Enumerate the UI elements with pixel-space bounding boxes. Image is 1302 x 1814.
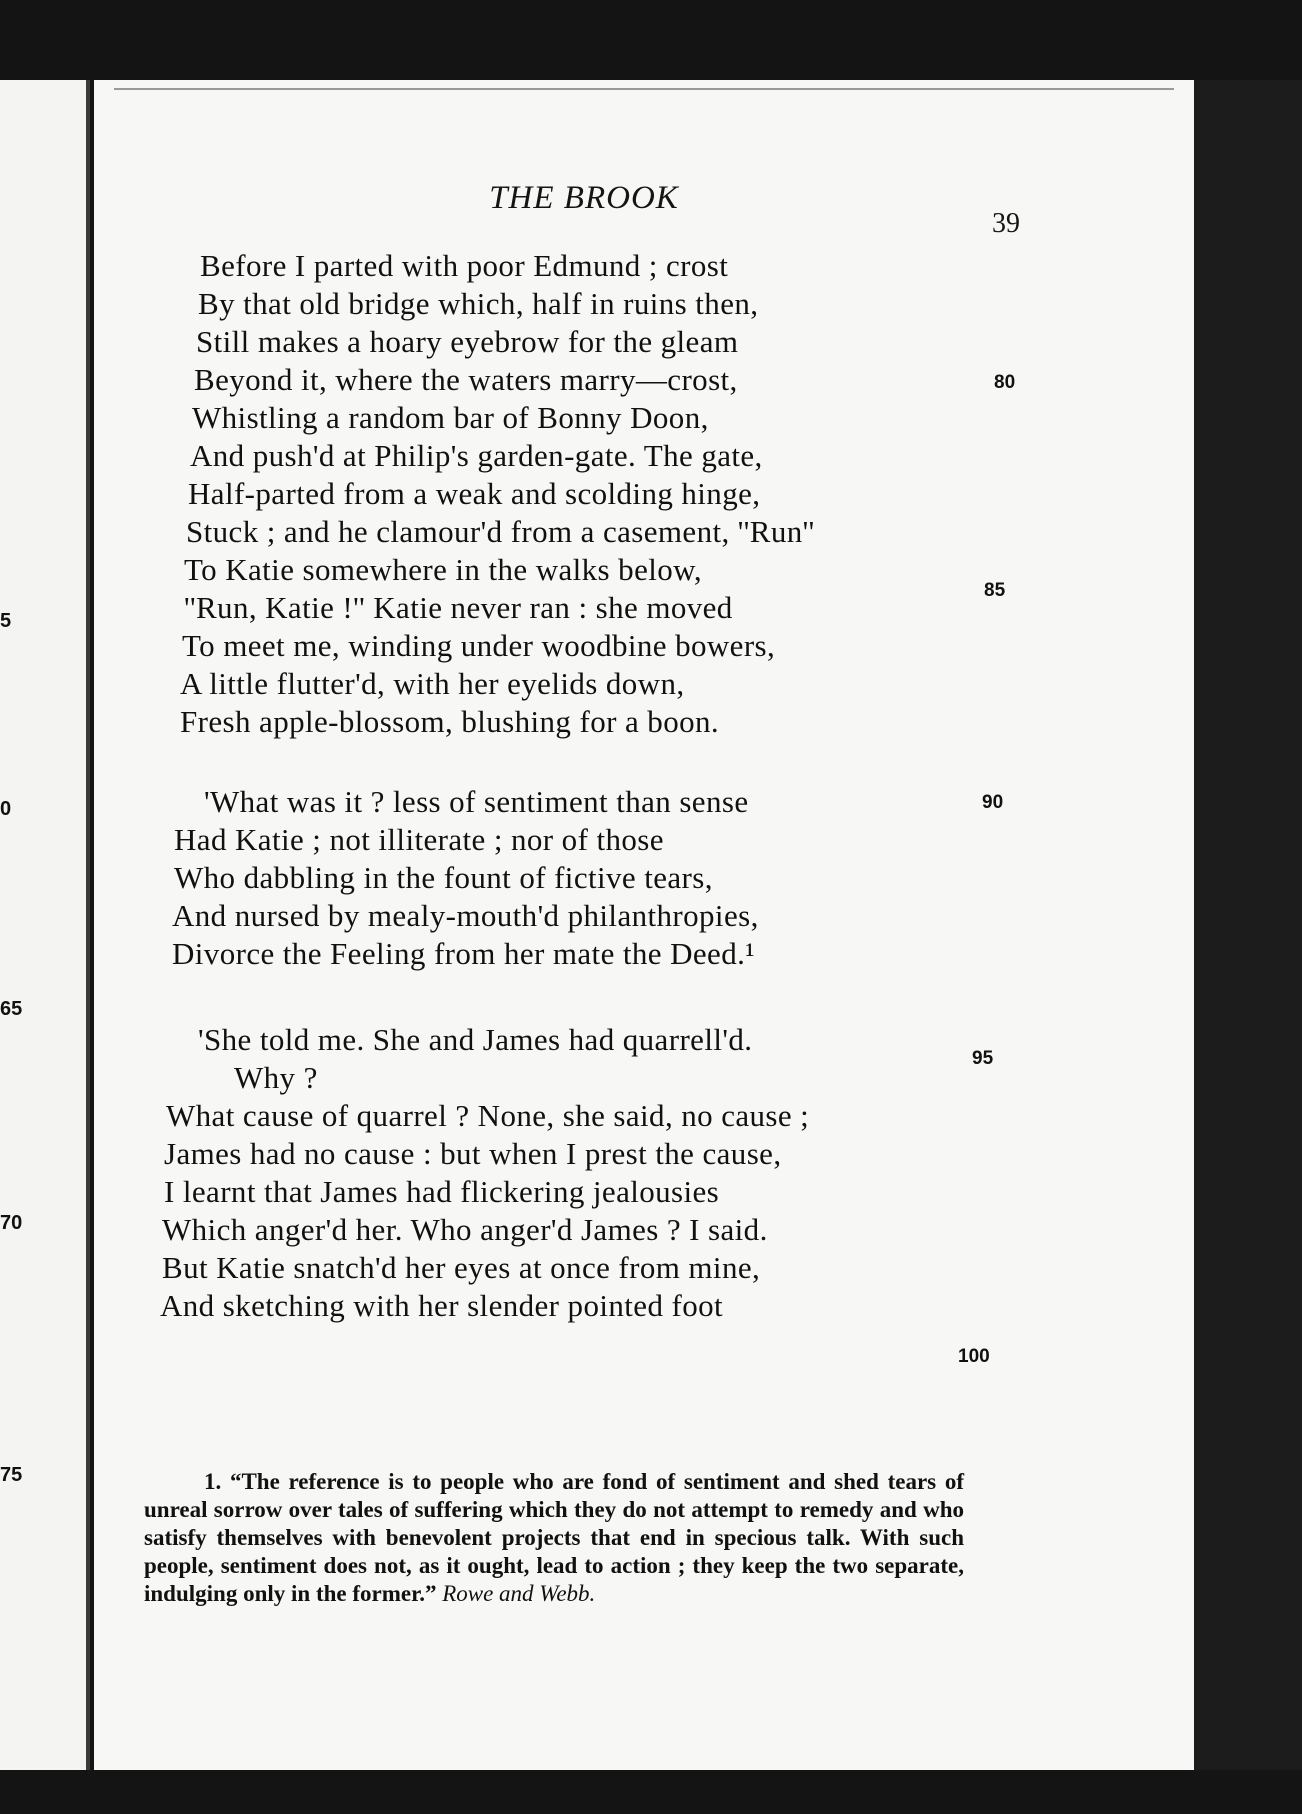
verse-line: To meet me, winding under woodbine bowers, [182, 628, 776, 663]
left-page-line-number: 5 [0, 610, 12, 632]
verse-line: 'What was it ? less of sentiment than sense [204, 784, 749, 819]
verse-line: And push'd at Philip's garden-gate. The gate, [190, 438, 763, 473]
verse-line: Fresh apple-blossom, blushing for a boon. [180, 704, 720, 739]
verse-line: And sketching with her slender pointed foot [160, 1288, 724, 1323]
verse-line: Half-parted from a weak and scolding hinge, [188, 476, 761, 511]
verse-line: 'She told me. She and James had quarrell'd. [198, 1022, 753, 1057]
scan-background [1194, 80, 1302, 1770]
verse-line: ''Run, Katie !'' Katie never ran : she moved [184, 590, 733, 625]
verse-line: Beyond it, where the waters marry—crost, [194, 362, 738, 397]
verse-line: But Katie snatch'd her eyes at once from mine, [162, 1250, 761, 1285]
line-number: 95 [972, 1048, 994, 1069]
line-number: 80 [994, 372, 1016, 393]
left-page-line-number: 70 [0, 1212, 23, 1234]
running-title: THE BROOK [489, 180, 679, 216]
verse-line: And nursed by mealy-mouth'd philanthropies, [172, 898, 759, 933]
verse-line: Had Katie ; not illiterate ; nor of those [174, 822, 664, 857]
page-top-rule [114, 88, 1174, 90]
verse-line: Still makes a hoary eyebrow for the gleam [196, 324, 739, 359]
verse-line: To Katie somewhere in the walks below, [184, 552, 703, 587]
left-page-edge [0, 80, 90, 1770]
page-number: 39 [992, 208, 1020, 239]
left-page-line-number: 65 [0, 998, 23, 1020]
line-number: 90 [982, 792, 1004, 813]
verse-line: Whistling a random bar of Bonny Doon, [192, 400, 709, 435]
page-gutter [86, 80, 90, 1770]
verse-line: Before I parted with poor Edmund ; crost [200, 248, 729, 283]
verse-line: Stuck ; and he clamour'd from a casement, ''Run'' [186, 514, 815, 549]
line-number: 100 [958, 1346, 990, 1367]
verse-line: What cause of quarrel ? None, she said, no cause ; [166, 1098, 810, 1133]
left-page-line-number: 0 [0, 798, 12, 820]
verse-line: By that old bridge which, half in ruins then, [198, 286, 759, 321]
verse-line: Who dabbling in the fount of fictive tears, [174, 860, 713, 895]
verse-line: Divorce the Feeling from her mate the Deed.¹ [172, 936, 755, 971]
footnote-citation: Rowe and Webb. [442, 1581, 596, 1606]
line-number: 85 [984, 580, 1006, 601]
verse-line: A little flutter'd, with her eyelids down, [180, 666, 685, 701]
book-page [94, 80, 1194, 1770]
left-page-line-number: 75 [0, 1464, 23, 1486]
verse-line: I learnt that James had flickering jealousies [164, 1174, 720, 1209]
footnote-number: 1. [204, 1469, 222, 1494]
verse-line: James had no cause : but when I prest the cause, [164, 1136, 782, 1171]
verse-line: Why ? [234, 1060, 318, 1095]
footnote [144, 1468, 964, 1608]
footnote-text: “The reference is to people who are fond of sentiment and shed tears of unreal sorrow over tales of suffering which they do not attempt to remedy and who satisfy themselves with benevolent projects that end in specious talk. With such people, sentiment does not, as it ought, lead to action ; they keep the two separate, indulging only in the former.” [144, 1469, 964, 1606]
verse-line: Which anger'd her. Who anger'd James ? I said. [162, 1212, 768, 1247]
